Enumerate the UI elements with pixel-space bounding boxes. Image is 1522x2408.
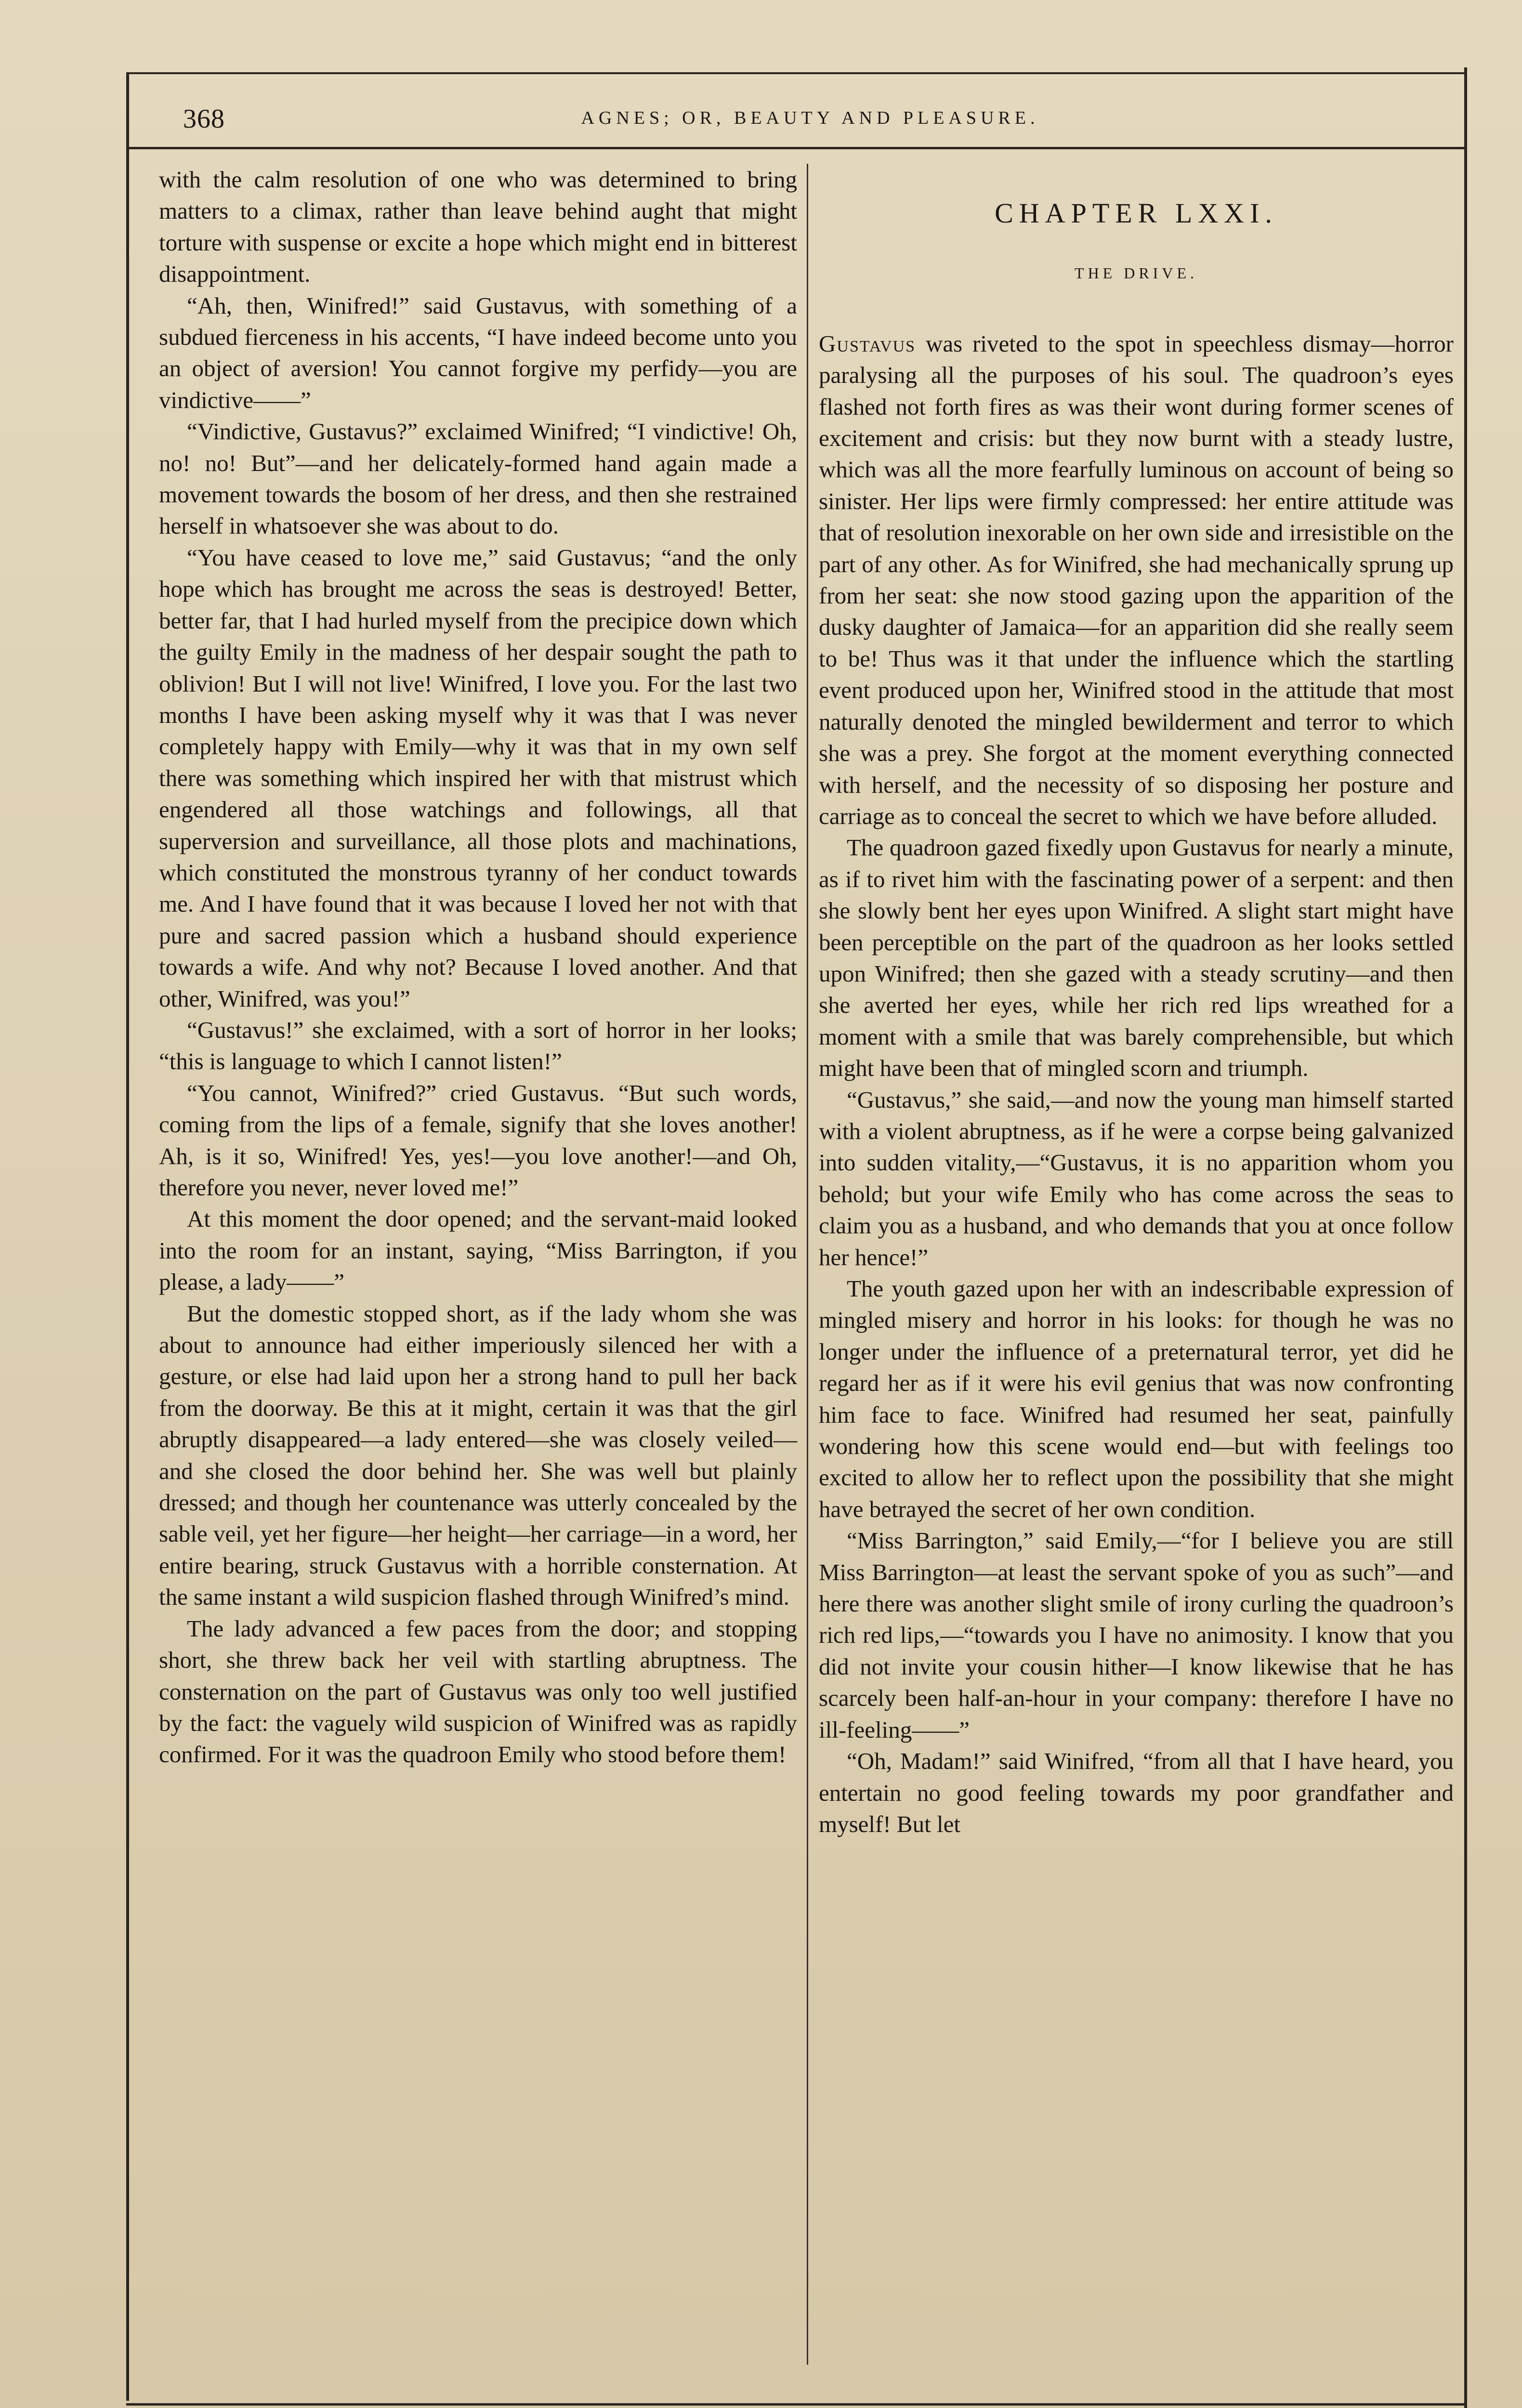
paragraph: “Gustavus,” she said,—and now the young man himself started with a violent abruptness, as if he were a corpse being galvanized into sudden vitality,—“Gustavus, it is no apparition whom you behold; but your wife Emily who has come across the seas to claim you as a husband, and who demands that you at once follow her hence!” xyxy=(819,1086,1454,1270)
paragraph: The quadroon gazed fixedly upon Gustavus for nearly a minute, as if to rivet him with the fascinating power of a serpent: and then she slowly bent her eyes upon Winifred. A slight start might have been perceptible on the part of the quadroon as her looks settled upon Winifred; then she gazed with a steady scrutiny—and then she averted her eyes, while her rich red lips wreathed for a moment with a smile that was barely comprehensible, but which might have been that of mingled scorn and triumph. xyxy=(819,834,1454,1082)
running-title: AGNES; OR, BEAUTY AND PLEASURE. xyxy=(581,108,1039,128)
header-rule xyxy=(126,147,1464,149)
frame-right-rule xyxy=(1464,67,1467,2408)
paragraph: “You cannot, Winifred?” cried Gustavus. “But such words, coming from the lips of a female, signify that she loves another! Ah, is it so, Winifred! Yes, yes!—you love another!—and Oh, therefore you never, never loved me!” xyxy=(159,1079,797,1201)
opening-word: Gustavus xyxy=(819,330,916,357)
column-divider xyxy=(807,164,808,2365)
paragraph: with the calm resolution of one who was determined to bring matters to a climax, rather than leave behind aught that might torture with suspense or excite a hope which might end in bitterest disappointment. xyxy=(159,166,797,288)
page-header xyxy=(126,99,1464,142)
opening-text: was riveted to the spot in speechless dismay—horror paralysing all the purposes of his soul. The quadroon’s eyes flashed not forth fires as was their wont during former scenes of excitement and crisis: but they now burnt with a steady lustre, which was all the more fearfully luminous on account of being so sinister. Her lips were firmly compressed: her entire attitude was that of resolution inexorable on her own side and irresistible on the part of any other. As for Winifred, she had mechanically sprung up from her seat: she now stood gazing upon the apparition of the dusky daughter of Jamaica—for an apparition did she really seem to be! Thus was it that under the influence which the startling event produced upon her, Winifred stood in the attitude that most naturally denoted the mingled bewilderment and terror to which she was a prey. She forgot at the moment everything connected with herself, and the necessity of so disposing her posture and carriage as to conceal the secret to which we have before alluded. xyxy=(819,330,1454,829)
left-column xyxy=(159,164,797,1770)
paragraph: “You have ceased to love me,” said Gustavus; “and the only hope which has brought me across the seas is destroyed! Better, better far, that I had hurled myself from the precipice down which the guilty Emily in the madness of her despair sought the path to oblivion! But I will not live! Winifred, I love you. For the last two months I have been asking myself why it was that I was never completely happy with Emily—why it was that in my own self there was something which inspired her with that mistrust which engendered all those watchings and followings, all that superversion and surveillance, all those plots and machinations, which constituted the monstrous tyranny of her conduct towards me. And I have found that it was because I loved her not with that pure and sacred passion which a husband should experience towards a wife. And why not? Because I loved another. And that other, Winifred, was you!” xyxy=(159,544,797,1012)
paragraph: “Ah, then, Winifred!” said Gustavus, with something of a subdued fierceness in his accents, “I have indeed become unto you an object of aversion! You cannot forgive my perfidy—you are vindictive——” xyxy=(159,292,797,413)
paragraph: The youth gazed upon her with an indescribable expression of mingled misery and horror in his looks: for though he was no longer under the influence of a preternatural terror, yet did he regard her as if it were his evil genius that was now confronting him face to face. Winifred had resumed her seat, painfully wondering how this scene would end—but with feelings too excited to allow her to reflect upon the possibility that she might have betrayed the secret of her own condition. xyxy=(819,1275,1454,1522)
chapter-subtitle: THE DRIVE. xyxy=(1075,264,1198,282)
paragraph: At this moment the door opened; and the servant-maid looked into the room for an instant, saying, “Miss Barrington, if you please, a lady——” xyxy=(159,1205,797,1296)
paragraph: But the domestic stopped short, as if the lady whom she was about to announce had either imperiously silenced her with a gesture, or else had laid upon her a strong hand to pull her back from the doorway. Be this at it might, certain it was that the girl abruptly disappeared—a lady entered—she was closely veiled—and she closed the door behind her. She was well but plainly dressed; and though her countenance was utterly concealed by the sable veil, yet her figure—her height—her carriage—in a word, her entire bearing, struck Gustavus with a horrible consternation. At the same instant a wild suspicion flashed through Winifred’s mind. xyxy=(159,1300,797,1610)
frame-top-rule xyxy=(126,72,1467,74)
right-column xyxy=(819,164,1454,1840)
paragraph: “Gustavus!” she exclaimed, with a sort of horror in her looks; “this is language to which I cannot listen!” xyxy=(159,1016,797,1075)
chapter-title: CHAPTER LXXI. xyxy=(995,197,1278,229)
paragraph: “Oh, Madam!” said Winifred, “from all that I have heard, you entertain no good feeling towards my poor grandfather and myself! But let xyxy=(819,1748,1454,1837)
paragraph: The lady advanced a few paces from the door; and stopping short, she threw back her veil with startling abruptness. The consternation on the part of Gustavus was only too well justified by the fact: the vaguely wild suspicion of Winifred was as rapidly confirmed. For it was the quadroon Emily who stood before them! xyxy=(159,1615,797,1768)
footer-rule-thick xyxy=(126,2403,1467,2406)
page-number: 368 xyxy=(183,104,225,134)
paragraph: “Vindictive, Gustavus?” exclaimed Winifred; “I vindictive! Oh, no! no! But”—and her delicately-formed hand again made a movement towards the bosom of her dress, and then she restrained herself in whatsoever she was about to do. xyxy=(159,418,797,539)
opening-paragraph xyxy=(819,328,1454,832)
frame-left-rule xyxy=(126,72,129,2401)
paragraph: “Miss Barrington,” said Emily,—“for I believe you are still Miss Barrington—at least the servant spoke of you as such”—and here there was another slight smile of irony curling the quadroon’s rich red lips,—“towards you I have no animosity. I know that you did not invite your cousin hither—I know likewise that he has scarcely been half-an-hour in your company: therefore I have no ill-feeling——” xyxy=(819,1527,1454,1743)
